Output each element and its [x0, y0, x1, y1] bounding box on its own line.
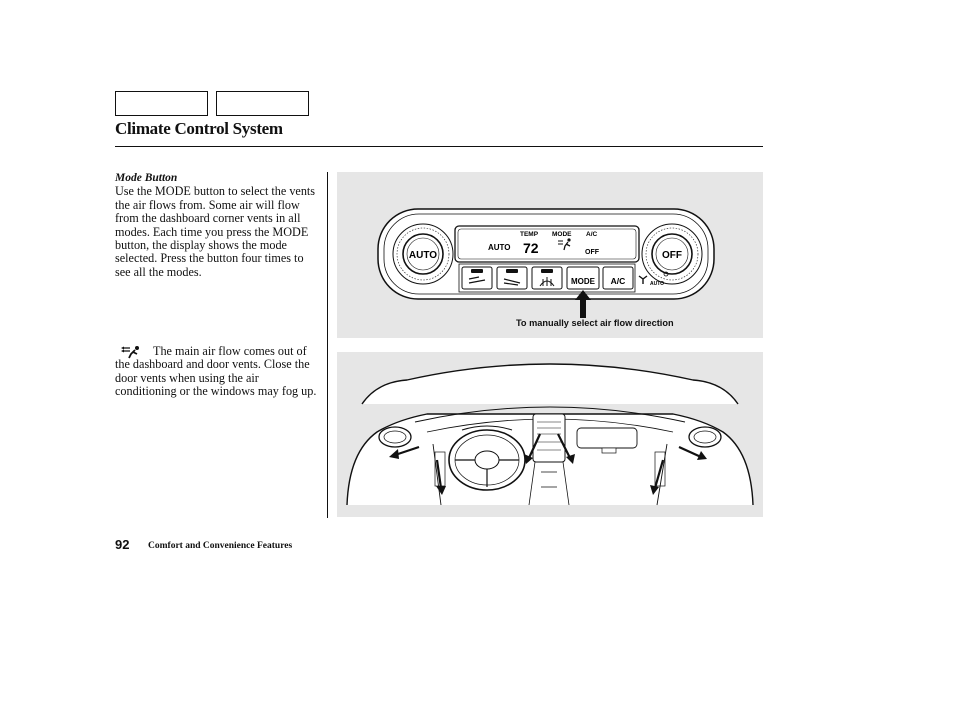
defrost-button[interactable]	[532, 267, 562, 289]
display-ac-status: OFF	[585, 249, 599, 256]
auto-knob-label: AUTO	[408, 250, 438, 261]
display-auto-indicator: AUTO	[488, 243, 511, 252]
mode-button-paragraph: Use the MODE button to select the vents the air flows from. Some air will flow from the dashboard corner vents in all modes. Each time you press the MODE button, the display shows the mode selected. Press the button four times to see all the modes.	[115, 184, 316, 279]
page-number: 92	[115, 537, 130, 552]
control-panel-figure	[337, 172, 763, 338]
dashboard-figure	[337, 352, 763, 517]
off-knob[interactable]	[642, 224, 702, 284]
display-mode-label: MODE	[552, 231, 572, 238]
ac-button[interactable]	[603, 267, 633, 289]
vent-mode-section	[115, 345, 320, 399]
mode-button[interactable]	[567, 267, 599, 289]
control-panel-illustration	[337, 172, 763, 338]
mode-button-heading: Mode Button	[115, 172, 178, 184]
vent-button-face[interactable]	[462, 267, 492, 289]
auto-knob[interactable]	[393, 224, 453, 284]
fan-auto-label: AUTO	[650, 281, 665, 287]
display-ac-label: A/C	[586, 231, 598, 238]
control-panel-caption: To manually select air flow direction	[516, 318, 674, 328]
header-tab-1	[115, 91, 208, 116]
section-name: Comfort and Convenience Features	[148, 541, 293, 551]
dashboard-illustration	[337, 352, 763, 517]
mode-button-label: MODE	[571, 277, 595, 286]
mode-button-section	[115, 172, 320, 279]
ac-button-label: A/C	[610, 276, 626, 286]
column-divider	[327, 172, 328, 518]
face-vent-icon	[115, 345, 153, 357]
off-knob-label: OFF	[662, 250, 682, 261]
page-title: Climate Control System	[115, 119, 283, 138]
header-tab-2	[216, 91, 309, 116]
title-rule	[115, 146, 763, 147]
vent-button-bilevel[interactable]	[497, 267, 527, 289]
display-temp-label: TEMP	[520, 231, 539, 238]
display-temperature: 72	[523, 240, 539, 256]
vent-mode-text: The main air flow comes out of the dashboard and door vents. Close the door vents when using the air conditioning or the windows may fog up.	[115, 344, 317, 399]
